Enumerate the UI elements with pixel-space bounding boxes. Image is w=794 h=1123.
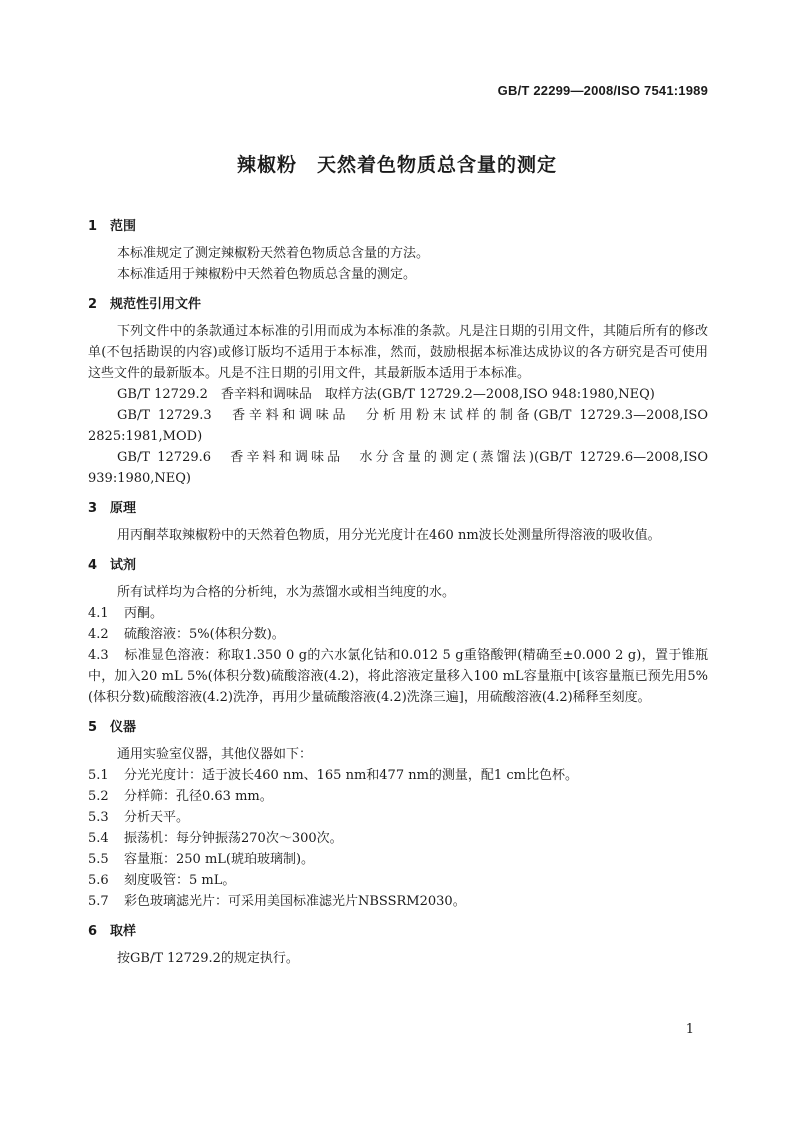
clause-item: 5.5 容量瓶：250 mL(琥珀玻璃制)。: [88, 852, 315, 867]
clause-item: 5.7 彩色玻璃滤光片：可采用美国标准滤光片NBSSRM2030。: [88, 894, 466, 909]
clause-item: 4.1 丙酮。: [88, 606, 164, 621]
document-title: 辣椒粉 天然着色物质总含量的测定: [236, 154, 557, 176]
clause-item: 5.6 刻度吸管：5 mL。: [88, 873, 236, 888]
section-principle: [88, 498, 708, 546]
reference-entry: GB/T 12729.3 香辛料和调味品 分析用粉末试样的制备(GB/T 12729.3—2008,ISO 2825:1981,MOD): [88, 408, 708, 444]
reference-entry: GB/T 12729.6 香辛料和调味品 水分含量的测定(蒸馏法)(GB/T 12729.6—2008,ISO 939:1980,NEQ): [88, 450, 708, 486]
section-sampling: [88, 921, 708, 969]
section-heading: 2 规范性引用文件: [88, 297, 202, 312]
section-heading: 1 范围: [88, 219, 137, 234]
section-apparatus: [88, 717, 708, 912]
paragraph: 通用实验室仪器，其他仪器如下：: [117, 747, 313, 762]
paragraph: 本标准规定了测定辣椒粉天然着色物质总含量的方法。: [117, 246, 430, 261]
section-heading: 4 试剂: [88, 558, 137, 573]
clause-item: 4.3 标准显色溶液：称取1.350 0 g的六水氯化钴和0.012 5 g重铬酸钾(精确至±0.000 2 g)，置于锥瓶中，加入20 mL 5%(体积分数)硫酸溶液(4.2)，将此溶液定量移入100 mL容量瓶中[该容量瓶已预先用5%(体积分数)硫酸溶液(4.2)洗净，再用少量硫酸溶液(4.2)洗涤三遍]，用硫酸溶液(4.2)稀释至刻度。: [88, 648, 708, 705]
section-heading: 5 仪器: [88, 720, 137, 735]
page-number: 1: [685, 1022, 694, 1037]
section-scope: [88, 216, 708, 285]
clause-item: 5.4 振荡机：每分钟振荡270次～300次。: [88, 831, 343, 846]
section-normative-references: [88, 294, 708, 489]
clause-item: 5.3 分析天平。: [88, 810, 190, 825]
section-heading: 3 原理: [88, 501, 137, 516]
paragraph: 所有试样均为合格的分析纯，水为蒸馏水或相当纯度的水。: [117, 585, 456, 600]
section-reagents: [88, 555, 708, 708]
paragraph: 按GB/T 12729.2的规定执行。: [117, 951, 299, 966]
section-heading: 6 取样: [88, 924, 137, 939]
clause-item: 4.2 硫酸溶液：5%(体积分数)。: [88, 627, 285, 642]
paragraph: 用丙酮萃取辣椒粉中的天然着色物质，用分光光度计在460 nm波长处测量所得溶液的吸收值。: [117, 528, 661, 543]
reference-entry: GB/T 12729.2 香辛料和调味品 取样方法(GB/T 12729.2—2008,ISO 948:1980,NEQ): [117, 387, 655, 402]
document-body: [88, 216, 708, 969]
paragraph: 本标准适用于辣椒粉中天然着色物质总含量的测定。: [117, 267, 417, 282]
standard-code: GB/T 22299—2008/ISO 7541:1989: [497, 83, 708, 98]
clause-item: 5.1 分光光度计：适于波长460 nm、165 nm和477 nm的测量，配1 cm比色杯。: [88, 768, 578, 783]
clause-item: 5.2 分样筛：孔径0.63 mm。: [88, 789, 273, 804]
paragraph: 下列文件中的条款通过本标准的引用而成为本标准的条款。凡是注日期的引用文件，其随后所有的修改单(不包括勘误的内容)或修订版均不适用于本标准，然而，鼓励根据本标准达成协议的各方研究是否可使用这些文件的最新版本。凡是不注日期的引用文件，其最新版本适用于本标准。: [88, 324, 708, 381]
